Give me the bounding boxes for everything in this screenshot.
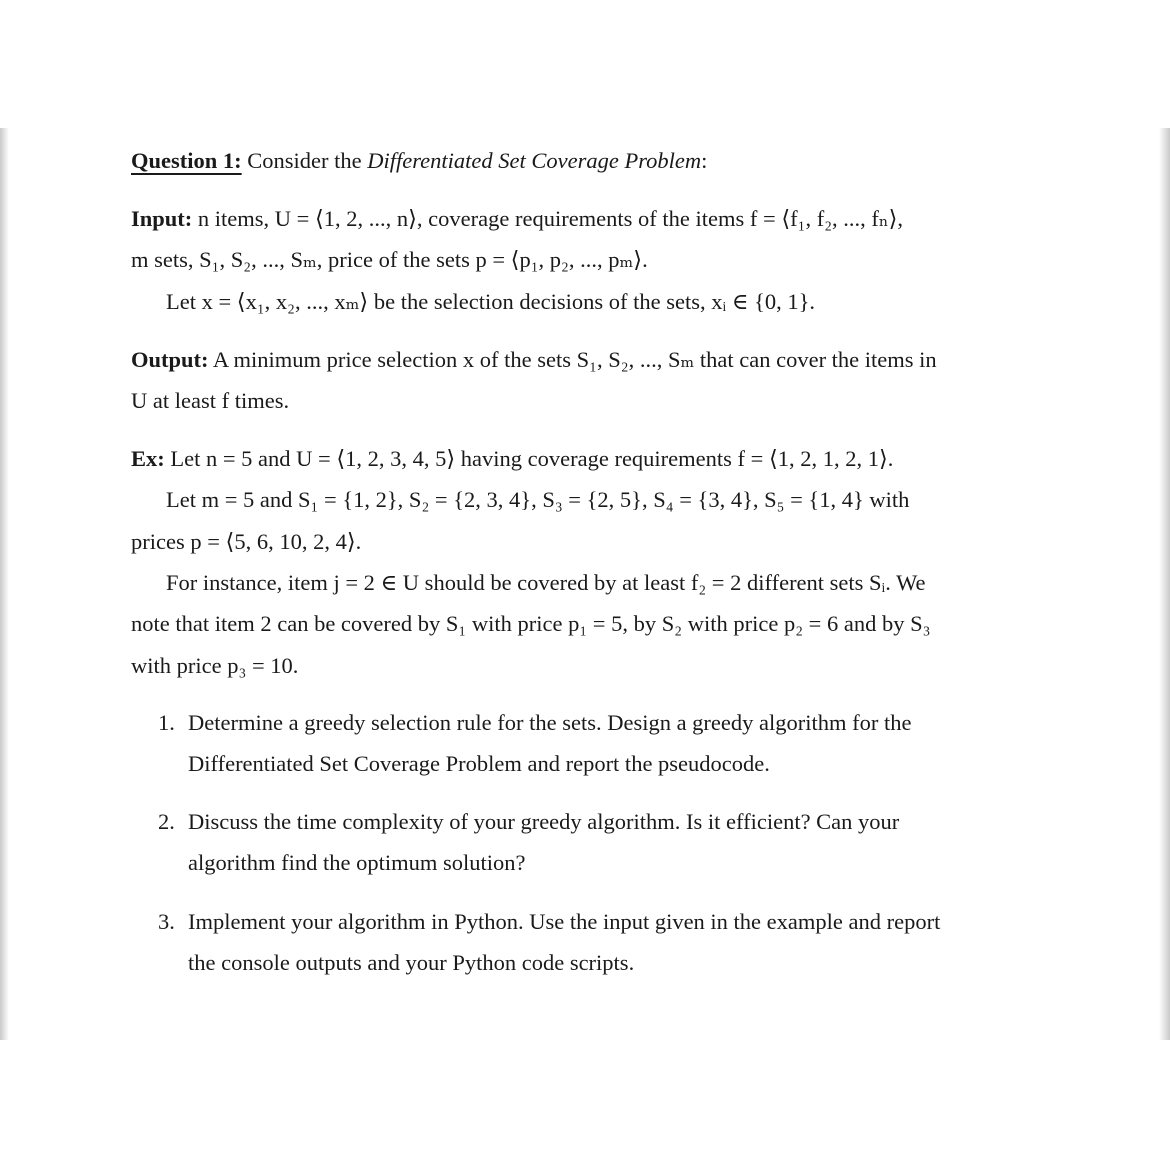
task-2-number: 2. xyxy=(158,809,175,834)
input-text-1: n items, U = ⟨1, 2, ..., n⟩, coverage requirements of the items f = ⟨f₁, f₂, ..., fₙ⟩, xyxy=(197,206,904,231)
example-line-5: note that item 2 can be covered by S₁ with price p₁ = 5, by S₂ with price p₂ = 6 and by S₃ xyxy=(131,611,931,636)
question-heading-line xyxy=(131,146,1037,176)
input-line-1 xyxy=(131,204,1037,234)
output-line-1 xyxy=(131,345,1037,375)
example-line-2: Let m = 5 and S₁ = {1, 2}, S₂ = {2, 3, 4}, S₃ = {2, 5}, S₄ = {3, 4}, S₅ = {1, 4} with xyxy=(166,487,910,512)
output-text-1: A minimum price selection x of the sets S₁, S₂, ..., Sₘ that can cover the items in xyxy=(212,347,937,372)
problem-name: Differentiated Set Coverage Problem xyxy=(367,148,702,173)
example-line-6: with price p₃ = 10. xyxy=(131,653,299,678)
task-3-line-2: the console outputs and your Python code scripts. xyxy=(188,950,635,975)
output-label: Output: xyxy=(131,347,209,372)
example-label: Ex: xyxy=(131,446,165,471)
example-line-4: For instance, item j = 2 ∈ U should be covered by at least f₂ = 2 different sets Sᵢ. We xyxy=(166,570,926,595)
example-line-3: prices p = ⟨5, 6, 10, 2, 4⟩. xyxy=(131,529,362,554)
task-2-line-1: Discuss the time complexity of your greedy algorithm. Is it efficient? Can your xyxy=(188,809,900,834)
example-text-1: Let n = 5 and U = ⟨1, 2, 3, 4, 5⟩ having coverage requirements f = ⟨1, 2, 1, 2, 1⟩. xyxy=(170,446,894,471)
task-1-line-1: Determine a greedy selection rule for the sets. Design a greedy algorithm for the xyxy=(188,710,912,735)
question-intro: Consider the xyxy=(247,148,362,173)
page-shadow-right xyxy=(1159,128,1170,1040)
task-3-number: 3. xyxy=(158,909,175,934)
task-2-line-2: algorithm find the optimum solution? xyxy=(188,850,526,875)
question-intro-end: : xyxy=(701,148,708,173)
task-3-line-1: Implement your algorithm in Python. Use the input given in the example and report xyxy=(188,909,941,934)
page-shadow-left xyxy=(0,128,9,1040)
example-line-1 xyxy=(131,444,1037,474)
question-label: Question 1: xyxy=(131,148,242,173)
output-line-2: U at least f times. xyxy=(131,388,290,413)
input-line-3: Let x = ⟨x₁, x₂, ..., xₘ⟩ be the selection decisions of the sets, xᵢ ∈ {0, 1}. xyxy=(166,289,816,314)
task-1-number: 1. xyxy=(158,710,175,735)
input-line-2: m sets, S₁, S₂, ..., Sₘ, price of the sets p = ⟨p₁, p₂, ..., pₘ⟩. xyxy=(131,247,648,272)
task-1-line-2: Differentiated Set Coverage Problem and report the pseudocode. xyxy=(188,751,770,776)
input-label: Input: xyxy=(131,206,193,231)
